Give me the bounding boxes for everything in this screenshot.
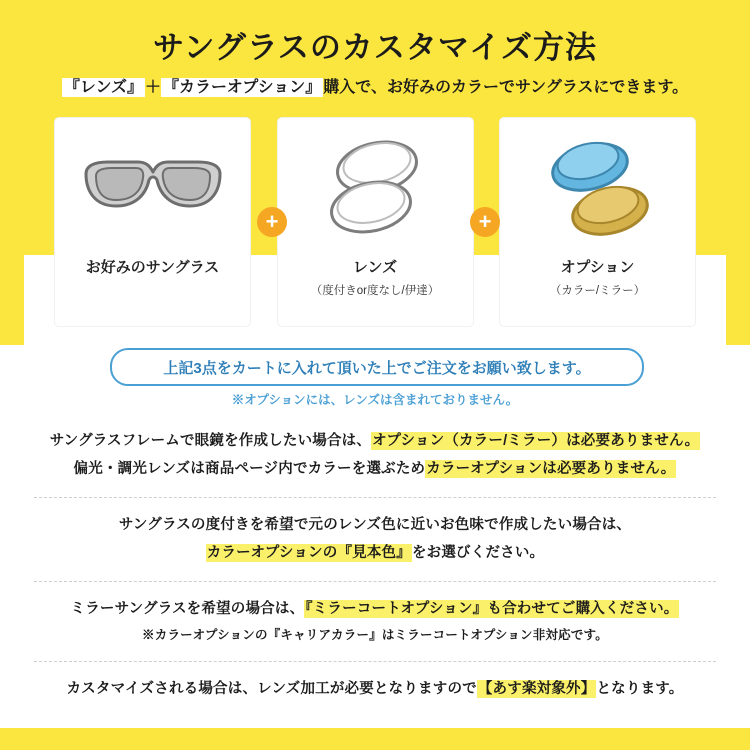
rule-segment-highlight: カラーオプションの『見本色』 — [206, 544, 411, 561]
rule-segment: ※カラーオプションの『キャリアカラー』はミラーコートオプション非対応です。 — [142, 627, 608, 642]
rule-segment-highlight: カラーオプションは必要ありません。 — [426, 460, 676, 477]
rule-block — [30, 662, 720, 718]
subtitle-part-tail: 購入で、お好みのカラーでサングラスにできます。 — [323, 79, 689, 96]
card-label: オプション — [560, 259, 635, 276]
rule-segment: ミラーサングラスを希望の場合は、 — [70, 601, 305, 618]
rule-segment: となります。 — [596, 681, 684, 698]
plus-icon-1: + — [257, 207, 287, 237]
card-label: お好みのサングラス — [85, 259, 220, 276]
card-lenses — [278, 118, 473, 326]
card-options — [500, 118, 695, 326]
rule-segment-highlight: 【あす楽対象外】 — [477, 681, 596, 698]
rule-block — [30, 498, 720, 581]
right-yellow-strip — [726, 255, 750, 345]
cart-instruction-callout: 上記3点をカートに入れて頂いた上でご注文をお願い致します。 — [110, 348, 644, 386]
rule-line — [30, 456, 720, 484]
rule-line — [30, 676, 720, 704]
rule-segment: サングラスフレームで眼鏡を作成したい場合は、 — [49, 433, 372, 449]
lenses-icon — [278, 118, 473, 258]
rule-segment: カスタマイズされる場合は、レンズ加工が必要となりますので — [66, 681, 477, 698]
rule-segment: 偏光・調光レンズは商品ページ内でカラーを選ぶため — [73, 460, 426, 477]
plus-icon-2: + — [470, 207, 500, 237]
rule-block — [30, 582, 720, 661]
card-sublabel: （カラー/ミラー） — [549, 285, 646, 298]
rule-line — [30, 596, 720, 624]
rules-list — [30, 414, 720, 718]
page-title: サングラスのカスタマイズ方法 — [153, 30, 597, 65]
card-sunglasses — [55, 118, 250, 326]
card-sublabel: （度付きor度なし/伊達） — [310, 285, 440, 298]
rule-line — [30, 428, 720, 456]
sunglasses-icon — [55, 118, 250, 258]
rule-segment: サングラスの度付きを希望で元のレンズ色に近いお色味で作成したい場合は、 — [118, 517, 632, 534]
rule-line-note — [30, 624, 720, 648]
bottom-yellow-band — [0, 728, 750, 750]
color-options-icon — [500, 118, 695, 258]
rule-block — [30, 414, 720, 497]
page-subtitle — [0, 74, 750, 97]
subtitle-part-color-option: 『カラーオプション』 — [163, 79, 322, 96]
left-yellow-strip — [0, 255, 24, 345]
subtitle-part-lens: 『レンズ』 — [63, 79, 144, 96]
product-cards — [55, 118, 695, 328]
rule-segment: をお選びください。 — [411, 544, 545, 561]
rule-line — [30, 540, 720, 568]
callout-note: ※オプションには、レンズは含まれておりません。 — [231, 393, 519, 407]
subtitle-part-plus: ＋ — [145, 79, 162, 96]
rule-segment-highlight: オプション（カラー/ミラー）は必要ありません。 — [372, 433, 700, 449]
rule-segment-highlight: 『ミラーコートオプション』も合わせてご購入ください。 — [305, 601, 679, 618]
card-label: レンズ — [352, 259, 398, 276]
rule-line — [30, 512, 720, 540]
